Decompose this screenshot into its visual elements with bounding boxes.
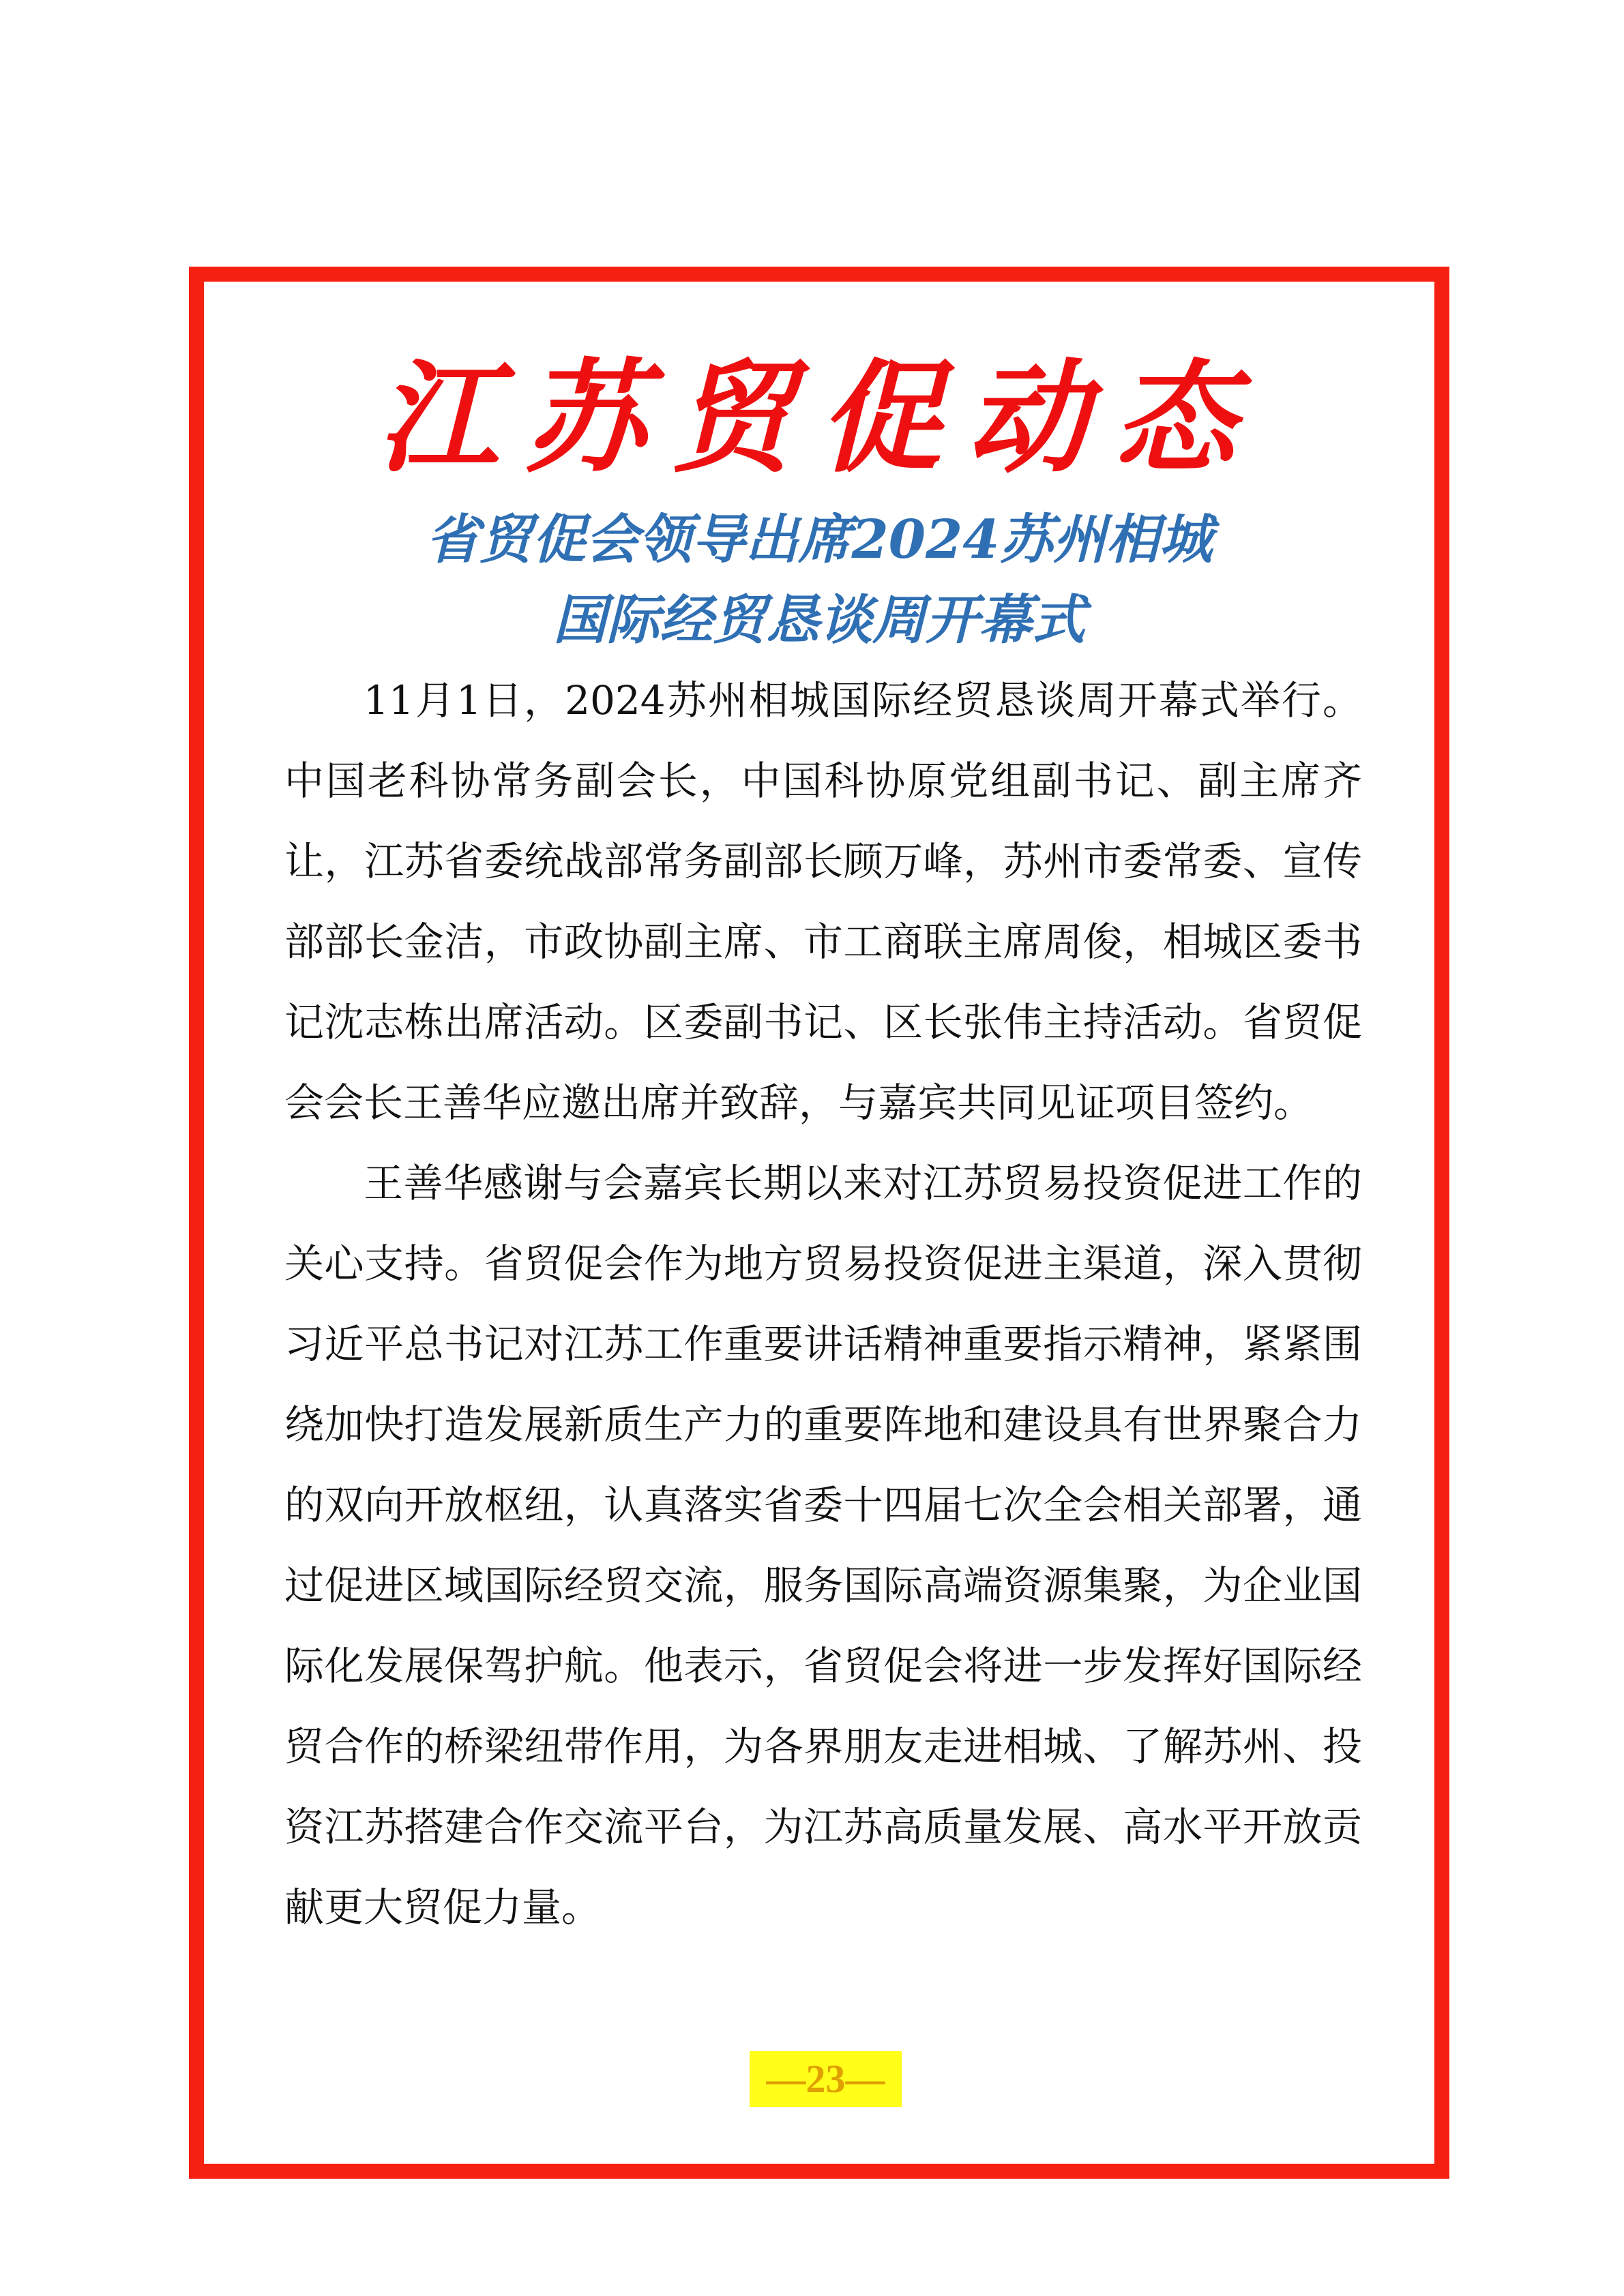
article-title <box>204 500 1434 661</box>
article-paragraph-2: 王善华感谢与会嘉宾长期以来对江苏贸易投资促进工作的关心支持。省贸促会作为地方贸易投资促进主渠道，深入贯彻习近平总书记对江苏工作重要讲话精神重要指示精神，紧紧围绕加快打造发展新质生产力的重要阵地和建设具有世界聚合力的双向开放枢纽，认真落实省委十四届七次全会相关部署，通过促进区域国际经贸交流，服务国际高端资源集聚，为企业国际化发展保驾护航。他表示，省贸促会将进一步发挥好国际经贸合作的桥梁纽带作用，为各界朋友走进相城、了解苏州、投资江苏搭建合作交流平台，为江苏高质量发展、高水平开放贡献更大贸促力量。 <box>284 1160 1362 1930</box>
article-title-line-1: 省贸促会领导出席2024苏州相城 <box>426 509 1213 571</box>
article-paragraph-1: 11月1日，2024苏州相城国际经贸恳谈周开幕式举行。中国老科协常务副会长，中国科协原党组副书记、副主席齐让，江苏省委统战部常务副部长顾万峰，苏州市委常委、宣传部部长金洁，市政协副主席、市工商联主席周俊，相城区委书记沈志栋出席活动。区委副书记、区长张伟主持活动。省贸促会会长王善华应邀出席并致辞，与嘉宾共同见证项目签约。 <box>284 677 1362 1126</box>
masthead-title: 江苏贸促动态 <box>377 346 1261 489</box>
page-border-frame <box>189 267 1449 2179</box>
article-body <box>284 660 1362 1948</box>
page-number-badge: —23— <box>750 2051 902 2107</box>
article-title-line-2: 国际经贸恳谈周开幕式 <box>552 589 1085 651</box>
